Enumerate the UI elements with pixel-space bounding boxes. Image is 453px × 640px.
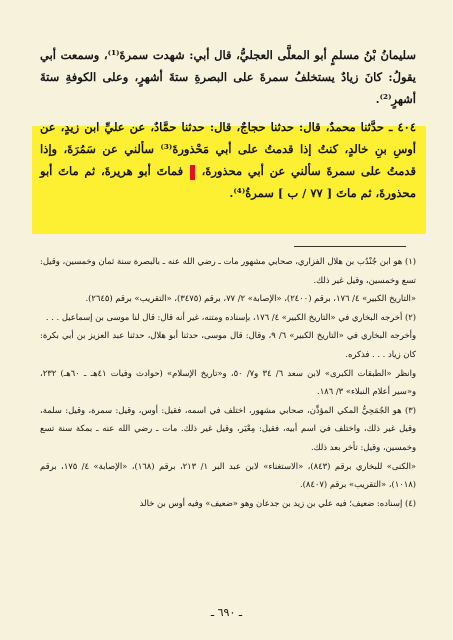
footnote-line: وأخرجه البخاري في «التاريخ الكبير» ٦/ ٩، وقال: قال موسى، حدثنا أبو هلال، حدثنا عبد العزيز بن أبي بكرة: كان زياد . . . فذكره. [40, 330, 416, 359]
hadith-text-part2: فماتَ أبو هريرةَ، ثم ماتَ أبو محذورةَ، ثم ماتَ [ ٧٧ / ب ] سمرةُ⁽⁴⁾. [40, 164, 416, 200]
red-cursor-mark [190, 165, 195, 180]
main-text [40, 44, 416, 204]
footnotes [40, 252, 416, 512]
page-number: ـ ٦٩٠ ـ [210, 606, 243, 619]
footnote-line: (٢) أخرجه البخاري في «التاريخ الكبير» ٤/ ١٧٦، بإسناده ومتنه، غير أنه قال: قال لنا موسى بن إسماعيل . . . [45, 311, 416, 322]
hadith-number: ٤٠٤ [397, 120, 417, 134]
hadith-paragraph: ٤٠٤ ـ حدَّثنا محمدٌ، قال: حدثنا حجاجٌ، قال: حدثنا حمَّادٌ، عن عليِّ ابن زيدٍ، عن أوسِ بنِ خالدٍ، كنتُ إذا قدمتُ على أبي مَحْذورةَ⁽³⁾ سألني عن سَمُرَةَ، وإذا قدمتُ على سمرةَ سألني عن أبي محذورةَ، فماتَ أبو هريرةَ، ثم ماتَ أبو محذورةَ، ثم ماتَ [ ٧٧ / ب ] سمرةُ⁽⁴⁾. [40, 120, 417, 200]
footnote-line: (٤) إسناده: ضعيف؛ فيه علي بن زيد بن جدعان وهو «ضعيف» وفيه أوس بن خالد [139, 497, 416, 508]
footnote-line: «التاريخ الكبير» ٤/ ١٧٦، برقم (٢٤٠٠)، «الإصابة» ٢/ ٧٧، برقم (٣٤٧٥)، «التقريب» برقم (٢٦٤٥). [85, 293, 416, 304]
footnote-line: «الكنى» للبخاري برقم (٨٤٣)، «الاستغناء» لابن عبد البر ١/ ٢١٣، برقم (١٦٨)، «الإصابة» ٤/ ١٧٥، برقم (١٠١٨)، «التقريب» برقم (٨٤٠٧). [40, 460, 417, 490]
footnote-separator [294, 246, 406, 247]
footnote-line: (١) هو ابن جُنْدُب بن هلال الفزاري، صحابي مشهور مات ـ رضي الله عنه ـ بالبصرة سنة ثمان وخمسين، وقيل: تسع وخمسين، وقيل غير ذلك. [40, 256, 416, 285]
footnote-line: (٣) هو الجُمَحِيُّ المكي المؤذِّن، صحابي مشهور، اختلف في اسمه، فقيل: أوس، وقيل: سمرة، وقيل: سلمة، وقيل غير ذلك، واختلف في اسم أبيه، فقيل: مِعْيَر، وقيل غير ذلك. مات ـ رضي الله عنه ـ بمكة سنة تسع وخمسين، وقيل: تأخر بعد ذلك. [40, 404, 416, 452]
footnote-line: وانظر «الطبقات الكبرى» لابن سعد ٦/ ٣٤ و٧/ ٥٠، و«تاريخ الإسلام» (حوادث وفيات ٤١هـ ـ ٦٠هـ) ٢٣٢، و«سير أعلام النبلاء» ٣/ ١٨٦. [40, 367, 417, 397]
paragraph-before: سليمانُ بْنُ مسلمٍ أبو المعلَّى العجليُّ، قال أبي: شهدت سمرةَ⁽¹⁾، وسمعت أبي يقولُ: كانَ زيادٌ يستخلفُ سمرةَ على البصرةِ ستةَ أشهرٍ، وعلى الكوفةِ ستةَ أشهرٍ⁽²⁾. [40, 48, 416, 106]
hadith-text-part1: حدَّثنا محمدٌ، قال: حدثنا حجاجٌ، قال: حدثنا حمَّادٌ، عن عليِّ ابن زيدٍ، عن أوسِ بنِ خالدٍ، كنتُ إذا قدمتُ على أبي مَحْذورةَ⁽³⁾ سألني عن سَمُرَةَ، وإذا قدمتُ على سمرةَ سألني عن أبي محذورةَ، [40, 120, 416, 178]
